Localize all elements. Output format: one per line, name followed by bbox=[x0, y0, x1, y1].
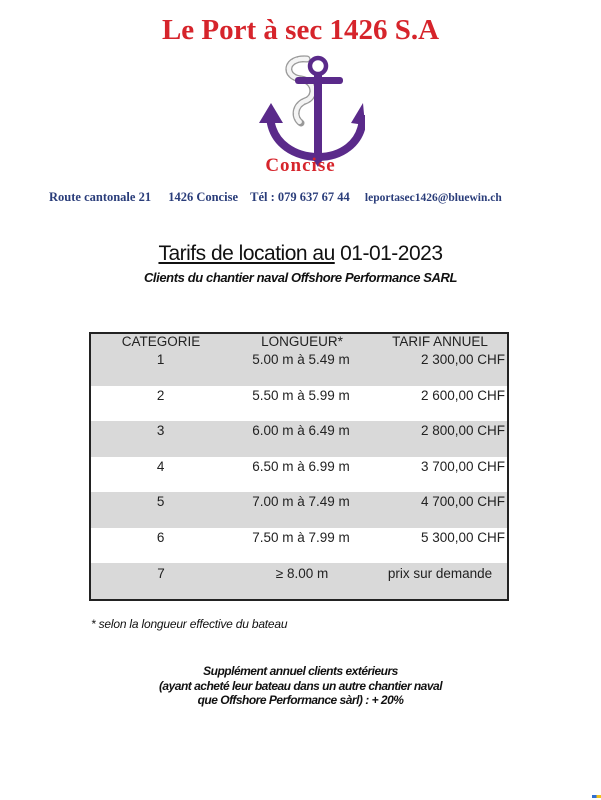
table-row bbox=[91, 563, 507, 599]
contact-phone: Tél : 079 637 67 44 bbox=[250, 190, 350, 204]
table-row bbox=[91, 421, 507, 457]
row-length: 5.00 m à 5.49 m bbox=[252, 352, 350, 367]
contact-address: Route cantonale 21 bbox=[49, 190, 152, 204]
contact-email: leportasec1426@bluewin.ch bbox=[364, 192, 502, 204]
row-length: 5.50 m à 5.99 m bbox=[252, 387, 350, 403]
row-price: 2 600,00 CHF bbox=[420, 387, 505, 403]
supplement-note bbox=[0, 664, 601, 708]
row-length: 7.50 m à 7.99 m bbox=[252, 529, 350, 545]
header-category: CATEGORIE bbox=[121, 334, 201, 349]
row-length: 6.00 m à 6.49 m bbox=[252, 423, 350, 438]
company-name: Le Port à sec 1426 S.A bbox=[161, 14, 440, 46]
page-title-text: Tarifs de location au bbox=[158, 242, 335, 265]
page-subtitle: Clients du chantier naval Offshore Performance SARL bbox=[143, 270, 458, 285]
length-footnote: * selon la longueur effective du bateau bbox=[91, 617, 288, 631]
contact-line bbox=[49, 190, 502, 205]
row-category: 5 bbox=[156, 494, 165, 509]
table-row bbox=[91, 386, 507, 422]
page-title-date: 01-01-2023 bbox=[340, 242, 443, 265]
row-category: 2 bbox=[156, 387, 165, 403]
row-price: prix sur demande bbox=[387, 566, 493, 581]
corner-mark bbox=[592, 795, 601, 798]
table-header bbox=[91, 334, 507, 350]
row-price: 3 700,00 CHF bbox=[420, 458, 505, 474]
row-length: 6.50 m à 6.99 m bbox=[252, 458, 350, 474]
row-price: 2 300,00 CHF bbox=[420, 352, 505, 367]
row-category: 1 bbox=[156, 352, 165, 367]
supplement-line: Supplément annuel clients extérieurs bbox=[203, 664, 398, 678]
anchor-logo bbox=[255, 53, 365, 168]
anchor-icon bbox=[255, 53, 365, 168]
row-price: 5 300,00 CHF bbox=[420, 529, 505, 545]
table-row bbox=[91, 457, 507, 493]
supplement-line: que Offshore Performance sàrl) : + 20% bbox=[197, 693, 404, 707]
table-row bbox=[91, 350, 507, 386]
row-length: 7.00 m à 7.49 m bbox=[252, 494, 350, 509]
row-price: 4 700,00 CHF bbox=[420, 494, 505, 509]
header-price: TARIF ANNUEL bbox=[392, 334, 488, 349]
rates-table bbox=[89, 332, 509, 601]
logo-town: Concise bbox=[265, 155, 336, 176]
row-category: 4 bbox=[156, 458, 165, 474]
supplement-line: (ayant acheté leur bateau dans un autre chantier naval bbox=[158, 678, 443, 693]
table-row bbox=[91, 528, 507, 564]
row-category: 7 bbox=[157, 566, 165, 581]
row-length: ≥ 8.00 m bbox=[275, 566, 329, 581]
row-category: 3 bbox=[156, 423, 165, 438]
table-row bbox=[91, 492, 507, 528]
header-length: LONGUEUR* bbox=[261, 334, 343, 349]
row-category: 6 bbox=[156, 529, 165, 545]
row-price: 2 800,00 CHF bbox=[420, 423, 505, 438]
page-title bbox=[0, 242, 601, 266]
contact-town: 1426 Concise bbox=[168, 190, 238, 204]
